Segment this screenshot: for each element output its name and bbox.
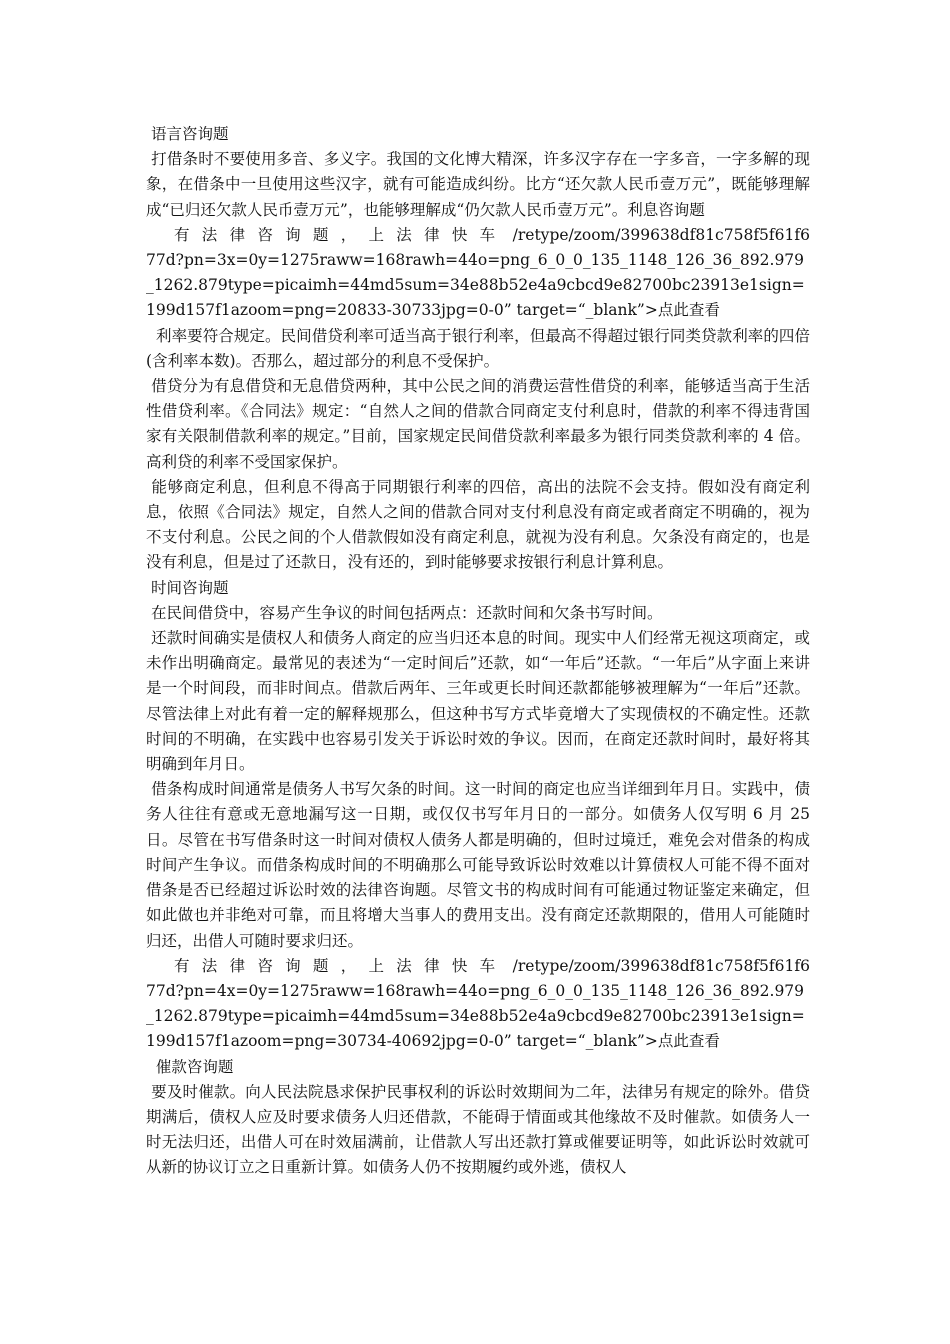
link-lead-text-1: 有法律咨询题，上法律快车 — [174, 225, 508, 244]
document-page — [146, 122, 815, 1181]
paragraph-link-1 — [146, 223, 810, 324]
paragraph-lending-types: 借贷分为有息借贷和无息借贷两种，其中公民之间的消费运营性借贷的利率，能够适当高于生活性借贷利率。《合同法》规定：“自然人之间的借款合同商定支付利息时，借款的利率不得违背国家有关限制借款利率的规定。”目前，国家规定民间借贷款利率最多为银行同类贷款利率的 4 倍。高利贷的利率不受国家保护。 — [146, 377, 810, 471]
heading-collection-issue: 催款咨询题 — [146, 1057, 234, 1076]
link-lead-text-2: 有法律咨询题，上法律快车 — [174, 956, 508, 975]
paragraph-repayment-time: 还款时间确实是债权人和债务人商定的应当归还本息的时间。现实中人们经常无视这项商定，或未作出明确商定。最常见的表述为“一定时间后”还款，如“一年后”还款。“一年后”从字面上来讲是一个时间段，而非时间点。借款后两年、三年或更长时间还款都能够被理解为“一年后”还款。尽管法律上对此有着一定的解释规那么，但这种书写方式毕竟增大了实现债权的不确定性。还款时间的不明确，在实践中也容易引发关于诉讼时效的争议。因而，在商定还款时间时，最好将其明确到年月日。 — [146, 629, 810, 774]
paragraph-polyphonic-characters: 打借条时不要使用多音、多义字。我国的文化博大精深，许多汉字存在一字多音，一字多解的现象，在借条中一旦使用这些汉字，就有可能造成纠纷。比方“还欠款人民币壹万元”，既能够理解成“已归还欠款人民币壹万元”，也能够理解成“仍欠款人民币壹万元”。利息咨询题 — [146, 150, 810, 219]
paragraph-link-2 — [146, 954, 810, 1055]
paragraph-agreed-interest: 能够商定利息，但利息不得高于同期银行利率的四倍，高出的法院不会支持。假如没有商定利息，依照《合同法》规定，自然人之间的借款合同对支付利息没有商定或者商定不明确的，视为不支付利息。公民之间的个人借款假如没有商定利息，就视为没有利息。欠条没有商定的，也是没有利息，但是过了还款日，没有还的，到时能够要求按银行利息计算利息。 — [146, 477, 810, 572]
paragraph-iou-formation-time: 借条构成时间通常是债务人书写欠条的时间。这一时间的商定也应当详细到年月日。实践中，债务人往往有意或无意地漏写这一日期，或仅仅书写年月日的一部分。如债务人仅写明 6 月 25 日。尽管在书写借条时这一时间对债权人债务人都是明确的，但时过境迁，难免会对借条的构成时间产生争议。而借条构成时间的不明确那么可能导致诉讼时效难以计算债权人可能不得不面对借条是否已经超过诉讼时效的法律咨询题。尽管文书的构成时间有可能通过物证鉴定来确定，但如此做也并非绝对可靠，而且将增大当事人的费用支出。没有商定还款期限的，借用人可能随时归还，出借人可随时要求归还。 — [146, 780, 815, 950]
link-url-text-2[interactable]: /retype/zoom/399638df81c758f5f61f677d?pn=4x=0y=1275raww=168rawh=44o=png_6_0_0_135_1148_126_36_892.979_1262.879type=picaimh=44md5sum=34e88b52e4a9cbcd9e82700bc23913e1sign=199d157f1azoom=png=30734-40692jpg=0-0” target=“_blank”>点此查看 — [146, 956, 810, 1051]
link-url-text-1[interactable]: /retype/zoom/399638df81c758f5f61f677d?pn=3x=0y=1275raww=168rawh=44o=png_6_0_0_135_1148_126_36_892.979_1262.879type=picaimh=44md5sum=34e88b52e4a9cbcd9e82700bc23913e1sign=199d157f1azoom=png=20833-30733jpg=0-0” target=“_blank”>点此查看 — [146, 225, 810, 320]
paragraph-interest-rate-rule: 利率要符合规定。民间借贷利率可适当高于银行利率，但最高不得超过银行同类贷款利率的四倍(含利率本数)。否那么，超过部分的利息不受保护。 — [146, 326, 810, 370]
heading-time-issue: 时间咨询题 — [146, 578, 229, 597]
heading-language-issue: 语言咨询题 — [146, 125, 229, 143]
paragraph-timely-collection: 要及时催款。向人民法院恳求保护民事权利的诉讼时效期间为二年，法律另有规定的除外。借贷期满后，债权人应及时要求债务人归还借款，不能碍于情面或其他缘故不及时催款。如债务人一时无法归还，出借人可在时效届满前，让借款人写出还款打算或催要证明等，如此诉讼时效就可从新的协议订立之日重新计算。如债务人仍不按期履约或外逃，债权人 — [146, 1082, 810, 1177]
paragraph-disputed-times: 在民间借贷中，容易产生争议的时间包括两点：还款时间和欠条书写时间。 — [146, 603, 663, 622]
